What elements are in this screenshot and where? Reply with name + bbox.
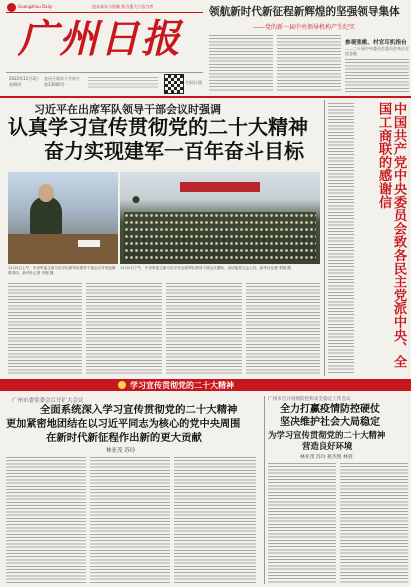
side-headline[interactable]: 中国共产党中央委员会致各民主党派中央、全国工商联的感谢信 xyxy=(376,102,406,368)
qr-code-icon[interactable] xyxy=(164,74,184,94)
masthead-logo-icon xyxy=(7,3,16,12)
bottom-right-headline-line4[interactable]: 营造良好环境 xyxy=(302,441,353,451)
masthead-title: 广州日报 xyxy=(18,16,183,62)
top-right-story xyxy=(205,0,411,96)
masthead-logo-small: Guangzhou Daily xyxy=(18,4,53,9)
speaker-head xyxy=(38,184,54,202)
bottom-left-headline-line2[interactable]: 更加紧密地团结在以习近平同志为核心的党中央周围 xyxy=(6,418,241,430)
masthead-date: 2022年11月3日 xyxy=(9,76,39,81)
bottom-right-story xyxy=(266,394,411,587)
side-divider xyxy=(324,100,325,376)
masthead-info-text xyxy=(88,76,158,90)
top-right-body-col1 xyxy=(209,34,273,92)
main-caption-right: 11月2日下午，中央军委主席习近平在出席军队领导干部会议期间，亲切接见与会人员。新华社记者 李刚 摄 xyxy=(120,266,291,270)
bottom-left-kicker: 广州市委常委会召开扩大会议 xyxy=(12,398,84,404)
bottom-right-byline: 林亚茂 苏玲 蔡杰凯 林剑 xyxy=(300,455,353,460)
main-caption-left: 11月2日上午，中央军委主席习近平出席军队领导干部会议并发表重要讲话。新华社记者 李刚 摄 xyxy=(8,266,116,275)
bottom-left-headline-line1[interactable]: 全面系统深入学习宣传贯彻党的二十大精神 xyxy=(40,404,238,416)
top-right-teaser-text xyxy=(345,58,409,92)
main-headline-line1[interactable]: 认真学习宣传贯彻党的二十大精神 xyxy=(8,115,308,139)
masthead-rule-2 xyxy=(6,72,203,73)
masthead-slogan: 追求真实与创新 担当重大公信力者 xyxy=(92,4,154,9)
main-headline-line2[interactable]: 奋力实现建军一百年奋斗目标 xyxy=(44,139,304,163)
main-body-col1 xyxy=(8,282,82,376)
bottom-right-col2 xyxy=(340,462,408,584)
main-photo-left xyxy=(8,172,118,264)
bottom-right-col1 xyxy=(268,462,336,584)
qr-code-label: 扫码订阅 xyxy=(186,80,202,85)
section-banner-label: 学习宣传贯彻党的二十大精神 xyxy=(130,380,234,390)
nameplate xyxy=(78,240,100,247)
podium xyxy=(8,234,118,264)
main-body-col3 xyxy=(166,282,242,376)
top-right-teaser-body: ——二十届中央委员会委员会来自全国各地 xyxy=(345,46,409,56)
section-banner xyxy=(0,379,411,391)
bottom-right-headline-line2[interactable]: 坚决维护社会大局稳定 xyxy=(280,417,380,428)
party-emblem-icon xyxy=(118,381,126,389)
main-photo-right xyxy=(120,172,320,264)
top-right-teaser-title[interactable]: 参观张桃、村官耳机指台 xyxy=(345,40,407,46)
top-right-headline[interactable]: 领航新时代新征程新辉煌的坚强领导集体 xyxy=(209,6,400,18)
crowd-rows xyxy=(124,212,316,260)
hall-banner xyxy=(180,182,260,192)
bottom-divider xyxy=(264,396,265,584)
bottom-right-headline-line3[interactable]: 为学习宣传贯彻党的二十大精神 xyxy=(268,430,386,440)
masthead xyxy=(0,0,205,96)
masthead-issue: 第13000号 xyxy=(44,82,65,87)
speaker-figure xyxy=(30,196,62,236)
bottom-left-col3 xyxy=(174,456,256,584)
side-body xyxy=(328,102,354,374)
bottom-left-byline: 林亚茂 苏玲 xyxy=(106,448,136,454)
main-body-col2 xyxy=(86,282,162,376)
bottom-right-kicker: 广州市召开疫情防控和安全稳定工作会议 xyxy=(268,397,351,402)
main-body-col4 xyxy=(246,282,320,376)
masthead-lunar: 农历壬寅年十月初十 xyxy=(44,76,80,81)
top-right-subheadline: ——党的新一届中央领导机构产生纪实 xyxy=(253,24,356,31)
bottom-left-story xyxy=(0,394,262,587)
masthead-rule xyxy=(6,12,203,13)
masthead-weekday: 星期四 xyxy=(9,82,21,87)
bottom-right-headline-line1[interactable]: 全力打赢疫情防控硬仗 xyxy=(280,404,380,415)
main-kicker: 习近平在出席军队领导干部会议时强调 xyxy=(34,103,221,116)
bottom-left-col2 xyxy=(90,456,170,584)
bottom-left-headline-line3[interactable]: 在新时代新征程作出新的更大贡献 xyxy=(46,432,202,444)
top-right-body-col2 xyxy=(277,34,341,92)
bottom-left-col1 xyxy=(6,456,86,584)
masthead-divider xyxy=(0,96,411,98)
